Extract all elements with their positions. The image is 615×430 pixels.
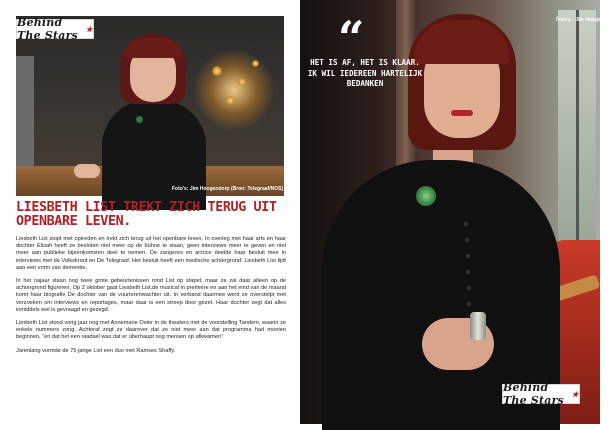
photo-brooch xyxy=(416,186,436,206)
photo-person-fringe xyxy=(124,38,182,58)
star-icon: ★ xyxy=(571,389,579,399)
photo-chandelier xyxy=(194,50,274,130)
article-headline: LIESBETH LIST TREKT ZICH TERUG UIT OPENBARE LEVEN. xyxy=(16,200,277,229)
star-icon: ★ xyxy=(85,24,93,34)
photo-light xyxy=(252,60,259,67)
photo-dress-button xyxy=(466,254,470,258)
photo-light xyxy=(226,96,235,105)
article-paragraph: Jarenlang vormde de 75-jarige List een duo met Ramses Shaffy. xyxy=(16,347,176,354)
photo-dress-button xyxy=(467,302,471,306)
photo-person-lips xyxy=(451,110,473,116)
portrait-photo-top xyxy=(16,16,284,196)
magazine-logo-top xyxy=(16,16,94,42)
photo-dress-button xyxy=(467,286,471,290)
quote-mark-icon: “ xyxy=(338,11,365,65)
logo-text: Behind The Stars xyxy=(17,16,78,42)
photo-person-hand xyxy=(74,164,100,178)
photo-light xyxy=(212,66,222,76)
photo-credit: Foto’s: Jim Hoogendorp (Bron: Telegraaf/NOS) xyxy=(172,186,284,192)
article-paragraph: Liesbeth List stond vorig jaar nog met Annemarie Oster in de theaters met de voorstelling Tandem, waarin ze enkele nummers zong. Achteraf zegt ze daarover dat ze niet meer aan dat programma had moeten beginnen, "en dat het een raadsel was dat er überhaupt nog mensen op afkwamen". xyxy=(16,320,286,341)
photo-dress-button xyxy=(464,222,468,226)
left-page xyxy=(0,0,300,424)
article-paragraph: In het najaar staan nog twee grote gebeurtenissen rond List op stapel, maar ze zal daar alleen op de achtergrond figureren. Op 2 oktober gaat Liesbeth List,de musical in première en aan het eind van de maand komt haar biografie De dochter van de vuurtorenwachter uit. In verband daarmee werd ze overstelpt met verzoeken om interviews en reportages, maar daar is een streep door gezet. Haar dochter zegt dat alles inmiddels wel is gevraagd en gezegd. xyxy=(16,278,286,313)
photo-dress-button xyxy=(465,238,469,242)
photo-light xyxy=(238,78,246,86)
pull-quote: HET IS AF, HET IS KLAAR. IK WIL IEDEREEN HARTELIJK BEDANKEN xyxy=(307,58,423,88)
magazine-logo-bottom xyxy=(502,381,580,407)
photo-bracelet xyxy=(470,312,486,340)
photo-brooch xyxy=(136,116,143,123)
photo-dress-button xyxy=(466,270,470,274)
photo-person-body xyxy=(102,100,206,210)
article-paragraph: Liesbeth List stopt met optreden en trekt zich terug uit het openbare leven. In overleg met haar arts en haar dochter Elisah heeft ze besloten niet meer op de bühne te staan, geen interviews meer te geven en niet meer aan publieke bijeenkomsten deel te nemen. De zangeres en actrice deelde haar besluit mee in interviews met de Volkskrant en De Telegraaf. Het besluit heeft een medische achtergrond: Liesbeth List lijdt aan een vorm van dementie. xyxy=(16,236,286,271)
photo-credit-right: Foto’s - Jim Hoogendorp xyxy=(556,17,615,23)
photo-window xyxy=(16,56,34,176)
article-body xyxy=(16,236,286,361)
logo-text: Behind The Stars xyxy=(503,381,564,407)
